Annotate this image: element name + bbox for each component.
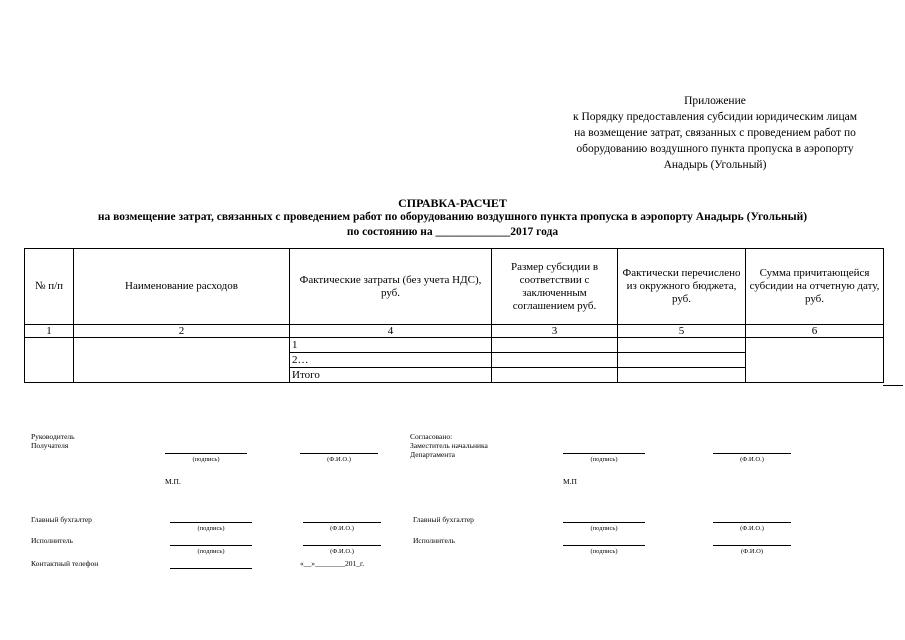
header-cell: Сумма причитающейся субсидии на отчетную дату, руб. [746, 249, 884, 325]
column-number: 5 [618, 325, 746, 338]
column-number: 2 [74, 325, 290, 338]
divider [883, 385, 903, 386]
column-number: 6 [746, 325, 884, 338]
appendix-block [520, 93, 905, 173]
recipient-label: Получателя [31, 441, 69, 450]
signature-caption: (подпись) [590, 548, 618, 555]
header-cell: № п/п [25, 249, 74, 325]
executor-label: Исполнитель [413, 536, 455, 545]
table-cell[interactable] [25, 338, 74, 383]
document-title: СПРАВКА-РАСЧЕТ [398, 196, 507, 210]
column-number-row [25, 325, 884, 338]
row-label: 1 [290, 338, 492, 353]
signature-caption: (подпись) [192, 456, 220, 463]
name-caption: (Ф.И.О.) [740, 456, 764, 463]
name-line[interactable] [713, 453, 791, 454]
signature-caption: (подпись) [590, 456, 618, 463]
date-line: по состоянию на _____________2017 года [346, 226, 559, 238]
signature-caption: (подпись) [197, 548, 225, 555]
accountant-label: Главный бухгалтер [413, 515, 474, 524]
signature-line[interactable] [165, 453, 247, 454]
column-number: 3 [492, 325, 618, 338]
stamp-label: М.П [563, 477, 577, 486]
agreed-label: Согласовано: [410, 432, 453, 441]
appendix-line: Анадырь (Угольный) [663, 159, 767, 171]
appendix-line: к Порядку предоставления субсидии юридическим лицам [573, 111, 857, 123]
name-line[interactable] [300, 453, 378, 454]
stamp-label: М.П. [165, 477, 181, 486]
document-subtitle: на возмещение затрат, связанных с проведением работ по оборудованию воздушного пункта пропуска в аэропорту Анадырь (Угольный) [97, 211, 808, 223]
signature-line[interactable] [563, 453, 645, 454]
table-cell[interactable] [618, 353, 746, 368]
name-caption: (Ф.И.О.) [327, 456, 351, 463]
department-label: Департамента [410, 450, 456, 459]
column-number: 1 [25, 325, 74, 338]
name-line[interactable] [713, 522, 791, 523]
deputy-label: Заместитель начальника [410, 441, 488, 450]
executor-label: Исполнитель [31, 536, 73, 545]
name-caption: (Ф.И.О.) [330, 525, 354, 532]
date-field[interactable]: «__»________201_г. [300, 559, 365, 568]
head-label: Руководитель [31, 432, 75, 441]
column-number: 4 [290, 325, 492, 338]
table-header-row [25, 249, 884, 325]
table-row [25, 338, 884, 353]
name-caption: (Ф.И.О) [740, 548, 764, 555]
table-cell[interactable] [74, 338, 290, 383]
signature-line[interactable] [170, 522, 252, 523]
appendix-line: оборудованию воздушного пункта пропуска в аэропорту [576, 143, 854, 155]
table-cell[interactable] [746, 338, 884, 383]
signature-caption: (подпись) [197, 525, 225, 532]
calculation-table [24, 248, 884, 383]
header-cell: Размер субсидии в соответствии с заключенным соглашением руб. [492, 249, 618, 325]
row-label: Итого [290, 368, 492, 383]
table-cell[interactable] [492, 368, 618, 383]
signature-line[interactable] [563, 522, 645, 523]
phone-line[interactable] [170, 568, 252, 569]
signature-line[interactable] [170, 545, 252, 546]
appendix-line: на возмещение затрат, связанных с проведением работ по [574, 127, 856, 139]
name-line[interactable] [713, 545, 791, 546]
header-cell: Фактически перечислено из окружного бюджета, руб. [618, 249, 746, 325]
table-cell[interactable] [492, 353, 618, 368]
name-caption: (Ф.И.О.) [740, 525, 764, 532]
accountant-label: Главный бухгалтер [31, 515, 92, 524]
table-cell[interactable] [492, 338, 618, 353]
header-cell: Фактические затраты (без учета НДС), руб. [290, 249, 492, 325]
table-cell[interactable] [618, 368, 746, 383]
table-cell[interactable] [618, 338, 746, 353]
name-line[interactable] [303, 545, 381, 546]
name-line[interactable] [303, 522, 381, 523]
appendix-line: Приложение [684, 95, 746, 107]
name-caption: (Ф.И.О.) [330, 548, 354, 555]
signature-caption: (подпись) [590, 525, 618, 532]
row-label: 2… [290, 353, 492, 368]
phone-label: Контактный телефон [31, 559, 99, 568]
signature-line[interactable] [563, 545, 645, 546]
header-cell: Наименование расходов [74, 249, 290, 325]
